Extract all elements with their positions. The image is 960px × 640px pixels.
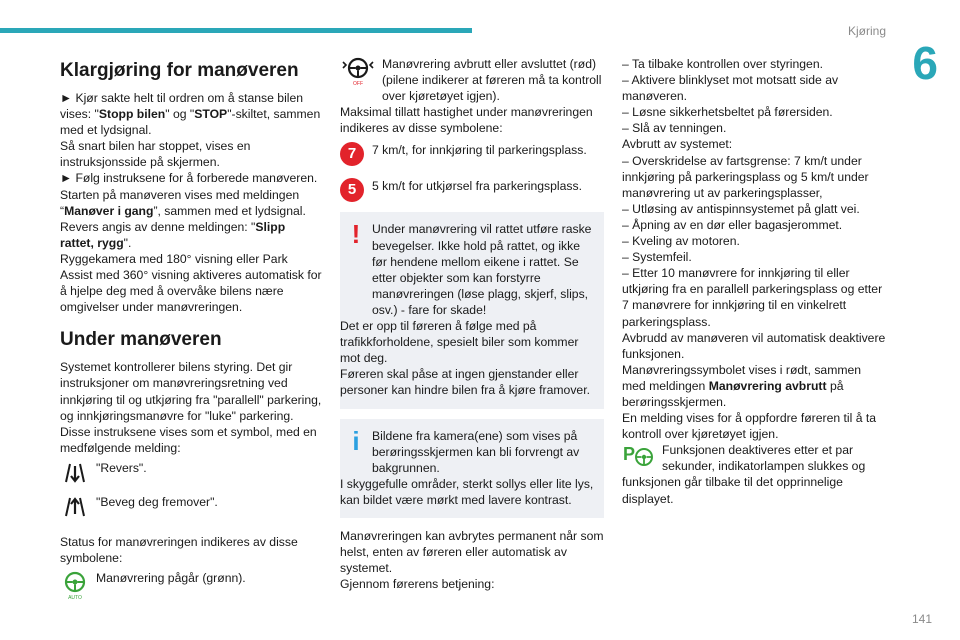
list-item: – Overskridelse av fartsgrense: 7 km/t under innkjøring på parkeringsplass og 5 km/t under manøvrering ut av parkeringsplasser, [622, 153, 869, 200]
speed-5-sign: 5 [340, 178, 364, 202]
paragraph-max-speed: Maksimal tillatt hastighet under manøvreringen indikeres av disse symbolene: [340, 105, 593, 136]
chapter-number: 6 [912, 37, 938, 89]
reverse-row [60, 460, 322, 490]
heading-during: Under manøveren [60, 329, 222, 351]
list-item: – Ta tilbake kontrollen over styringen. [622, 57, 823, 71]
speed-7-label: 7 km/t, for innkjøring til parkeringsplass. [372, 143, 587, 158]
paragraph-status: Status for manøvreringen indikeres av disse symbolene: [60, 535, 298, 566]
speed-5-label: 5 km/t for utkjørsel fra parkeringsplass. [372, 179, 582, 194]
warning-icon: ! [351, 219, 361, 250]
paragraph-message: En melding vises for å oppfordre føreren til å ta kontroll over kjøretøyet igjen. [622, 411, 877, 442]
auto-label: AUTO [68, 595, 82, 601]
heading-preparation: Klargjøring for manøveren [60, 60, 299, 81]
park-assist-icon [622, 442, 656, 474]
svg-text:P: P [623, 444, 636, 465]
green-status-label: Manøvrering pågår (grønn). [96, 571, 246, 586]
paragraph-function-off: P Funksjonen deaktiveres etter et par sekunder, indikatorlampen slukkes og funksjonen går tilbake til det opprinnelige displayet. [622, 443, 866, 506]
header-accent-bar [0, 28, 472, 33]
info-box [340, 419, 604, 518]
column-3 [622, 56, 888, 507]
list-item: – Etter 10 manøvrere for innkjøring til eller utkjøring fra en parallell parkeringsplass og etter 7 manøvrere for innkjøring til en vinkelrett parkeringsplass. [622, 266, 883, 329]
paragraph-off-status: OFF Manøvrering avbrutt eller avsluttet (rød) (pilene indikerer at føreren må ta kontroll over kjøretøyet igjen). [340, 56, 604, 104]
paragraph-instruction-page: Så snart bilen har stoppet, vises en instruksjonsside på skjermen. [60, 139, 251, 170]
list-item: – Aktivere blinklyset mot motsatt side av manøveren. [622, 73, 839, 104]
column-1 [60, 56, 322, 608]
paragraph-reverse: Revers angis av denne meldingen: "Slipp rattet, rygg". [60, 219, 286, 250]
paragraph-start: Starten på manøveren vises med meldingen “Manøver i gang”, sammen med et lydsignal. [60, 187, 306, 218]
column-2 [340, 56, 604, 592]
list-item: – Løsne sikkerhetsbeltet på førersiden. [622, 105, 833, 120]
paragraph-stop: ► Kjør sakte helt til ordren om å stanse bilen vises: "Stopp bilen" og "STOP"-skiltet, sammen med et lydsignal. [60, 91, 321, 138]
paragraph-camera: Ryggekamera med 180° visning eller Park Assist med 360° visning aktiveres automatisk for å hjelpe deg med å overvåke bilens nære omgivelser under manøvreringen. [60, 251, 322, 315]
speed-7-sign: 7 [340, 142, 364, 166]
steering-wheel-auto-icon [60, 570, 90, 604]
paragraph-cancel: Manøvreringen kan avbrytes permanent når som helst, enten av føreren eller automatisk av systemet. [340, 528, 604, 576]
info-icon: i [352, 425, 360, 456]
info-text-1: Bildene fra kamera(ene) som vises på berøringsskjermen kan bli forvrengt av bakgrunnen. [372, 428, 580, 475]
paragraph-deactivate: Avbrudd av manøveren vil automatisk deaktivere funksjonen. [622, 330, 886, 361]
paragraph-red-symbol: Manøvreringssymbolet vises i rødt, sammen med meldingen Manøvrering avbrutt på berøringsskjermen. [622, 362, 862, 409]
warning-text-1: Under manøvrering vil rattet utføre raske bevegelser. Ikke hold på rattet, og ikke før hendene mellom eikene i rattet. Se etter objekter som kan forstyrre manøvreringen (løse plagg, skjerf, slips, osv.) - fare for skade! [372, 222, 592, 317]
list-item: – Slå av tenningen. [622, 121, 727, 136]
list-item: – Åpning av en dør eller bagasjerommet. [622, 217, 843, 232]
list-item: – Systemfeil. [622, 250, 692, 265]
speed-7-row [340, 142, 604, 166]
reverse-label: "Revers". [96, 460, 147, 475]
forward-row [60, 494, 322, 524]
paragraph-driver-action: Gjennom førerens betjening: [340, 577, 495, 592]
paragraph-system-abort: Avbrutt av systemet: [622, 137, 733, 152]
paragraph-system-control: Systemet kontrollerer bilens styring. Det gir instruksjoner om manøvreringsretning ved innkjøring til og utkjøring fra "parallell" parkering, og innkjøringsmanøvre for "luke" parkering. [60, 360, 322, 423]
warning-box [340, 212, 604, 408]
off-label: OFF [353, 81, 363, 86]
paragraph-follow: ► Følg instruksene for å forberede manøveren. [60, 171, 318, 186]
list-item: – Kveling av motoren. [622, 234, 740, 249]
list-item: – Utløsing av antispinnsystemet på glatt vei. [622, 201, 860, 216]
page-number: 141 [911, 612, 932, 626]
green-status-row [60, 570, 322, 604]
warning-text-2: Det er opp til føreren å følge med på trafikkforholdene, spesielt biler som kommer mot deg. [340, 319, 579, 366]
info-text-2: I skyggefulle områder, sterkt sollys eller lite lys, kan bildet være mørkt med lavere kontrast. [340, 476, 594, 507]
speed-5-row [340, 178, 604, 202]
forward-label: "Beveg deg fremover". [96, 494, 218, 509]
section-title: Kjøring [847, 24, 886, 38]
paragraph-instructions: Disse instruksene vises som et symbol, med en medfølgende melding: [60, 424, 317, 455]
reverse-arrow-icon [60, 460, 90, 490]
steering-wheel-off-icon [340, 56, 376, 90]
forward-arrow-icon [60, 494, 90, 524]
warning-text-3: Føreren skal påse at ingen gjenstander eller personer kan hindre bilen fra å kjøre framover. [340, 367, 590, 398]
